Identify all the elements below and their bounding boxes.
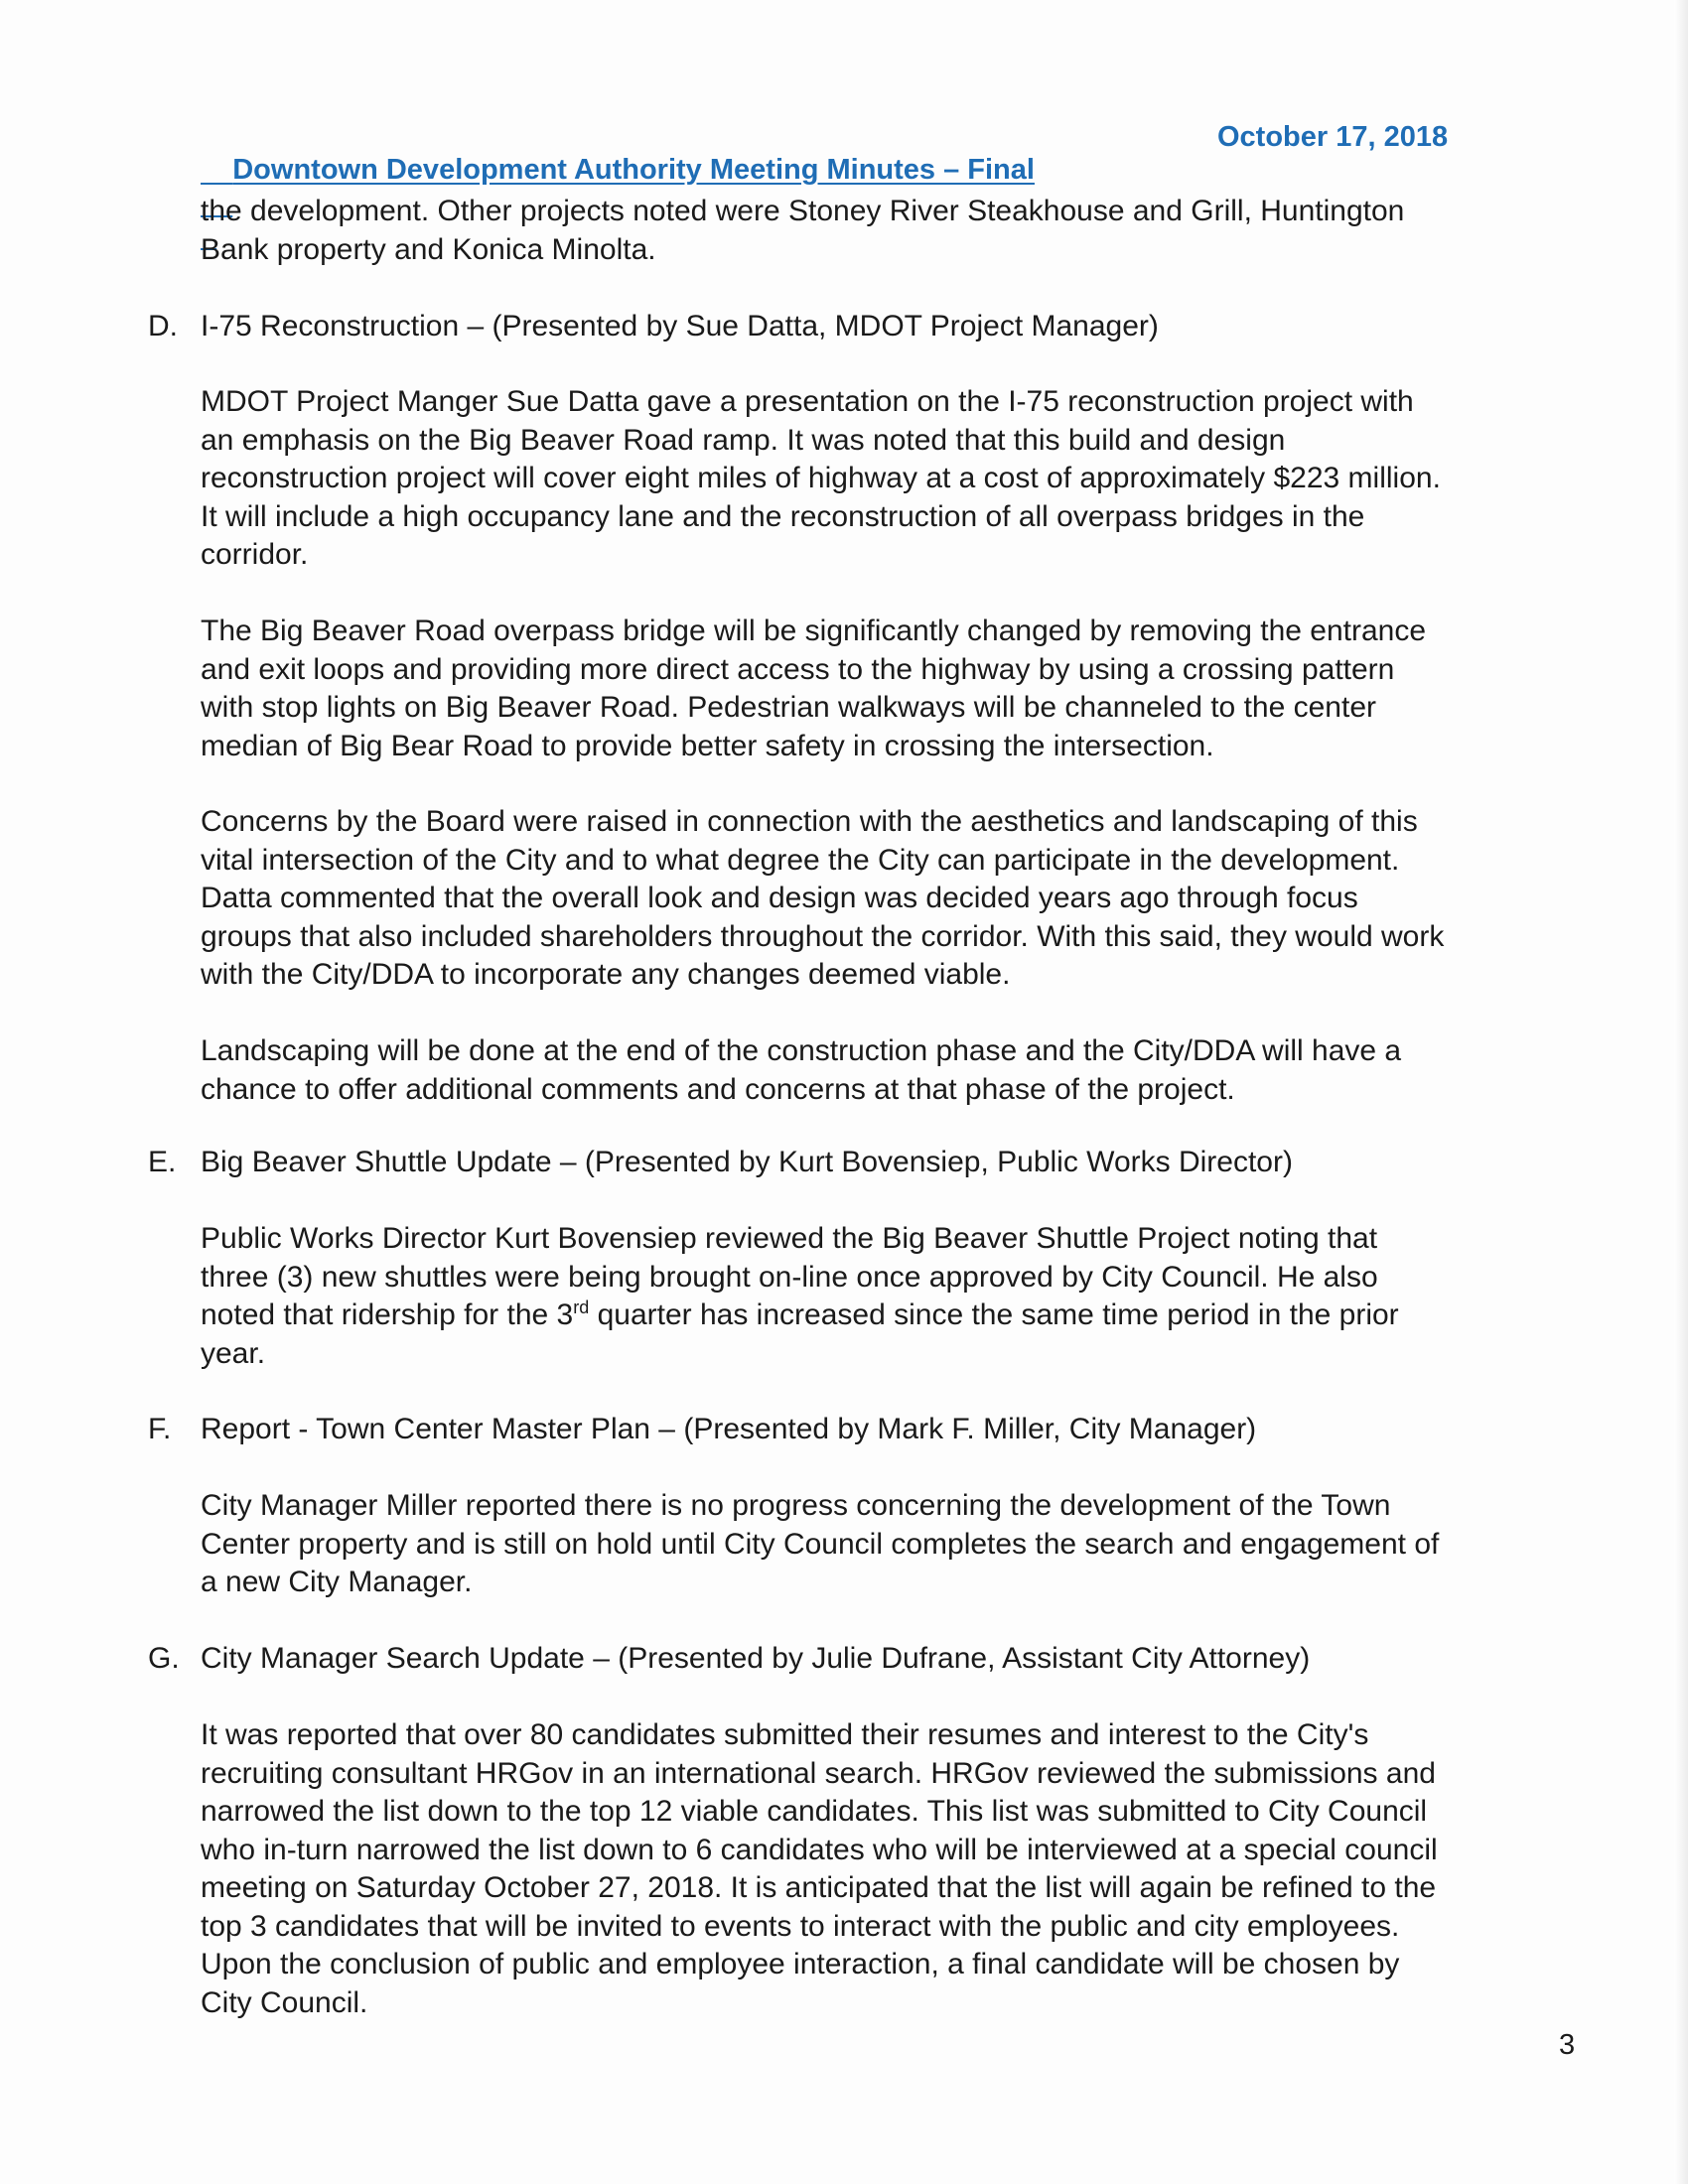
text-line: Bank property and Konica Minolta. xyxy=(201,232,656,266)
text-line: with stop lights on Big Beaver Road. Pedestrian walkways will be channeled to the center xyxy=(201,691,1376,724)
text-line: an emphasis on the Big Beaver Road ramp. It was noted that this build and design xyxy=(201,423,1286,457)
text-line: City Council. xyxy=(201,1985,368,2019)
text-line: Public Works Director Kurt Bovensiep reviewed the Big Beaver Shuttle Project noting that xyxy=(201,1222,1378,1255)
text-line-ridership xyxy=(201,1297,1591,1335)
header-date: October 17, 2018 xyxy=(1217,121,1449,153)
text-line: corridor. xyxy=(201,538,309,571)
page-number: 3 xyxy=(1559,2029,1576,2061)
agenda-item-d-heading xyxy=(148,308,1159,346)
item-letter: G. xyxy=(148,1642,180,1675)
agenda-item-g-heading xyxy=(148,1640,1310,1679)
text-line: groups that also included shareholders throughout the corridor. With this said, they would work xyxy=(201,919,1445,953)
text-line: Datta commented that the overall look and design was decided years ago through focus xyxy=(201,882,1358,914)
text-line: Upon the conclusion of public and employee interaction, a final candidate will be chosen by xyxy=(201,1948,1400,1980)
ridership-text-after: quarter has increased since the same time period in the prior xyxy=(589,1298,1399,1331)
agenda-item-e-heading xyxy=(148,1144,1293,1182)
text-line: MDOT Project Manger Sue Datta gave a presentation on the I-75 reconstruction project with xyxy=(201,385,1414,418)
header-title: Downtown Development Authority Meeting Minutes – Final xyxy=(232,154,1035,186)
agenda-item-f-heading xyxy=(148,1411,1256,1449)
text-line: vital intersection of the City and to what degree the City can participate in the development. xyxy=(201,843,1400,877)
ordinal-superscript: rd xyxy=(573,1297,590,1317)
text-line: reconstruction project will cover eight miles of highway at a cost of approximately $223 million. xyxy=(201,462,1441,494)
text-line: Landscaping will be done at the end of the construction phase and the City/DDA will have a xyxy=(201,1034,1402,1067)
item-letter: F. xyxy=(148,1413,172,1445)
text-line: Concerns by the Board were raised in connection with the aesthetics and landscaping of this xyxy=(201,805,1418,838)
item-letter: E. xyxy=(148,1146,177,1178)
item-title: I-75 Reconstruction – (Presented by Sue Datta, MDOT Project Manager) xyxy=(201,310,1159,342)
item-d-paragraph-1 xyxy=(201,383,1591,575)
item-letter: D. xyxy=(148,310,178,342)
text-line: Center property and is still on hold until City Council completes the search and engagement of xyxy=(201,1527,1440,1561)
text-line: three (3) new shuttles were being brought on-line once approved by City Council. He also xyxy=(201,1260,1378,1294)
text-line: meeting on Saturday October 27, 2018. It is anticipated that the list will again be refined to the xyxy=(201,1871,1437,1904)
item-d-paragraph-4 xyxy=(201,1032,1591,1109)
item-title: Report - Town Center Master Plan – (Presented by Mark F. Miller, City Manager) xyxy=(201,1413,1257,1445)
text-line: a new City Manager. xyxy=(201,1566,473,1598)
text-line: chance to offer additional comments and concerns at that phase of the project. xyxy=(201,1072,1235,1106)
text-line: recruiting consultant HRGov in an international search. HRGov reviewed the submissions and xyxy=(201,1756,1436,1790)
text-line: year. xyxy=(201,1336,266,1370)
intro-paragraph xyxy=(201,193,1591,269)
text-line: narrowed the list down to the top 12 viable candidates. This list was submitted to City Council xyxy=(201,1795,1428,1828)
text-line: median of Big Bear Road to provide better safety in crossing the intersection. xyxy=(201,729,1214,762)
item-title: Big Beaver Shuttle Update – (Presented by Kurt Bovensiep, Public Works Director) xyxy=(201,1146,1293,1178)
text-line: City Manager Miller reported there is no progress concerning the development of the Town xyxy=(201,1489,1391,1522)
text-line: top 3 candidates that will be invited to events to interact with the public and city employees. xyxy=(201,1909,1400,1943)
item-d-paragraph-2 xyxy=(201,613,1591,765)
text-line: and exit loops and providing more direct access to the highway by using a crossing pattern xyxy=(201,652,1395,686)
item-g-paragraph-1 xyxy=(201,1716,1591,2022)
text-line: It will include a high occupancy lane and the reconstruction of all overpass bridges in the xyxy=(201,499,1365,533)
text-line: The Big Beaver Road overpass bridge will be significantly changed by removing the entrance xyxy=(201,614,1427,647)
text-line: with the City/DDA to incorporate any changes deemed viable. xyxy=(201,958,1011,991)
text-line: who in-turn narrowed the list down to 6 candidates who will be interviewed at a special council xyxy=(201,1833,1438,1866)
page-edge-shadow xyxy=(1674,0,1688,2184)
item-f-paragraph-1 xyxy=(201,1487,1591,1602)
text-line: the development. Other projects noted were Stoney River Steakhouse and Grill, Huntington xyxy=(201,195,1405,227)
text-line: It was reported that over 80 candidates submitted their resumes and interest to the City's xyxy=(201,1718,1369,1751)
item-d-paragraph-3 xyxy=(201,803,1591,995)
item-title: City Manager Search Update – (Presented by Julie Dufrane, Assistant City Attorney) xyxy=(201,1642,1311,1675)
ridership-text-before: noted that ridership for the 3 xyxy=(201,1298,574,1331)
item-e-paragraph-1 xyxy=(201,1220,1591,1373)
